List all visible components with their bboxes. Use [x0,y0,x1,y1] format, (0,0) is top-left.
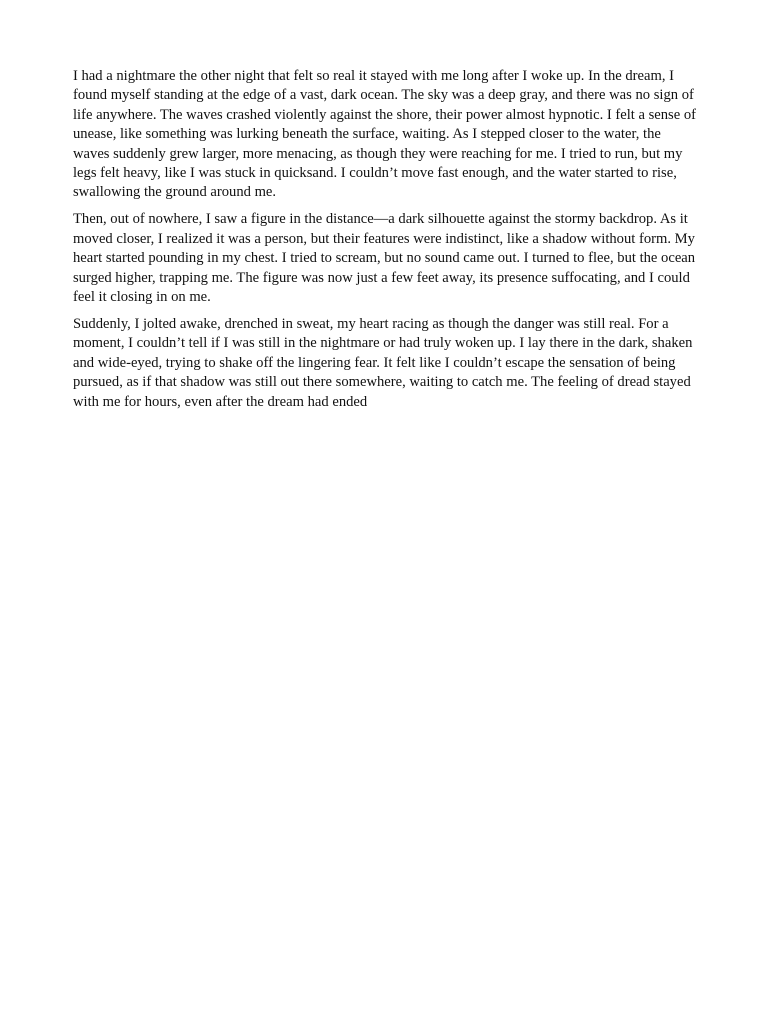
document-body [73,67,698,419]
paragraph-1: I had a nightmare the other night that felt so real it stayed with me long after I woke up. In the dream, I found myself standing at the edge of a vast, dark ocean. The sky was a deep gray, and there was no sign of life anywhere. The waves crashed violently against the shore, their power almost hypnotic. I felt a sense of unease, like something was lurking beneath the surface, waiting. As I stepped closer to the water, the waves suddenly grew larger, more menacing, as though they were reaching for me. I tried to run, but my legs felt heavy, like I was stuck in quicksand. I couldn’t move fast enough, and the water started to rise, swallowing the ground around me. [73,68,697,201]
paragraph-2: Then, out of nowhere, I saw a figure in the distance—a dark silhouette against the stormy backdrop. As it moved closer, I realized it was a person, but their features were indistinct, like a shadow without form. My heart started pounding in my chest. I tried to scream, but no sound came out. I turned to flee, but the ocean surged higher, trapping me. The figure was now just a few feet away, its presence suffocating, and I could feel it closing in on me. [73,211,696,305]
paragraph-3: Suddenly, I jolted awake, drenched in sweat, my heart racing as though the danger was still real. For a moment, I couldn’t tell if I was still in the nightmare or had truly woken up. I lay there in the dark, shaken and wide-eyed, trying to shake off the lingering fear. It felt like I couldn’t escape the sensation of being pursued, as if that shadow was still out there somewhere, waiting to catch me. The feeling of dread stayed with me for hours, even after the dream had ended [73,315,693,410]
